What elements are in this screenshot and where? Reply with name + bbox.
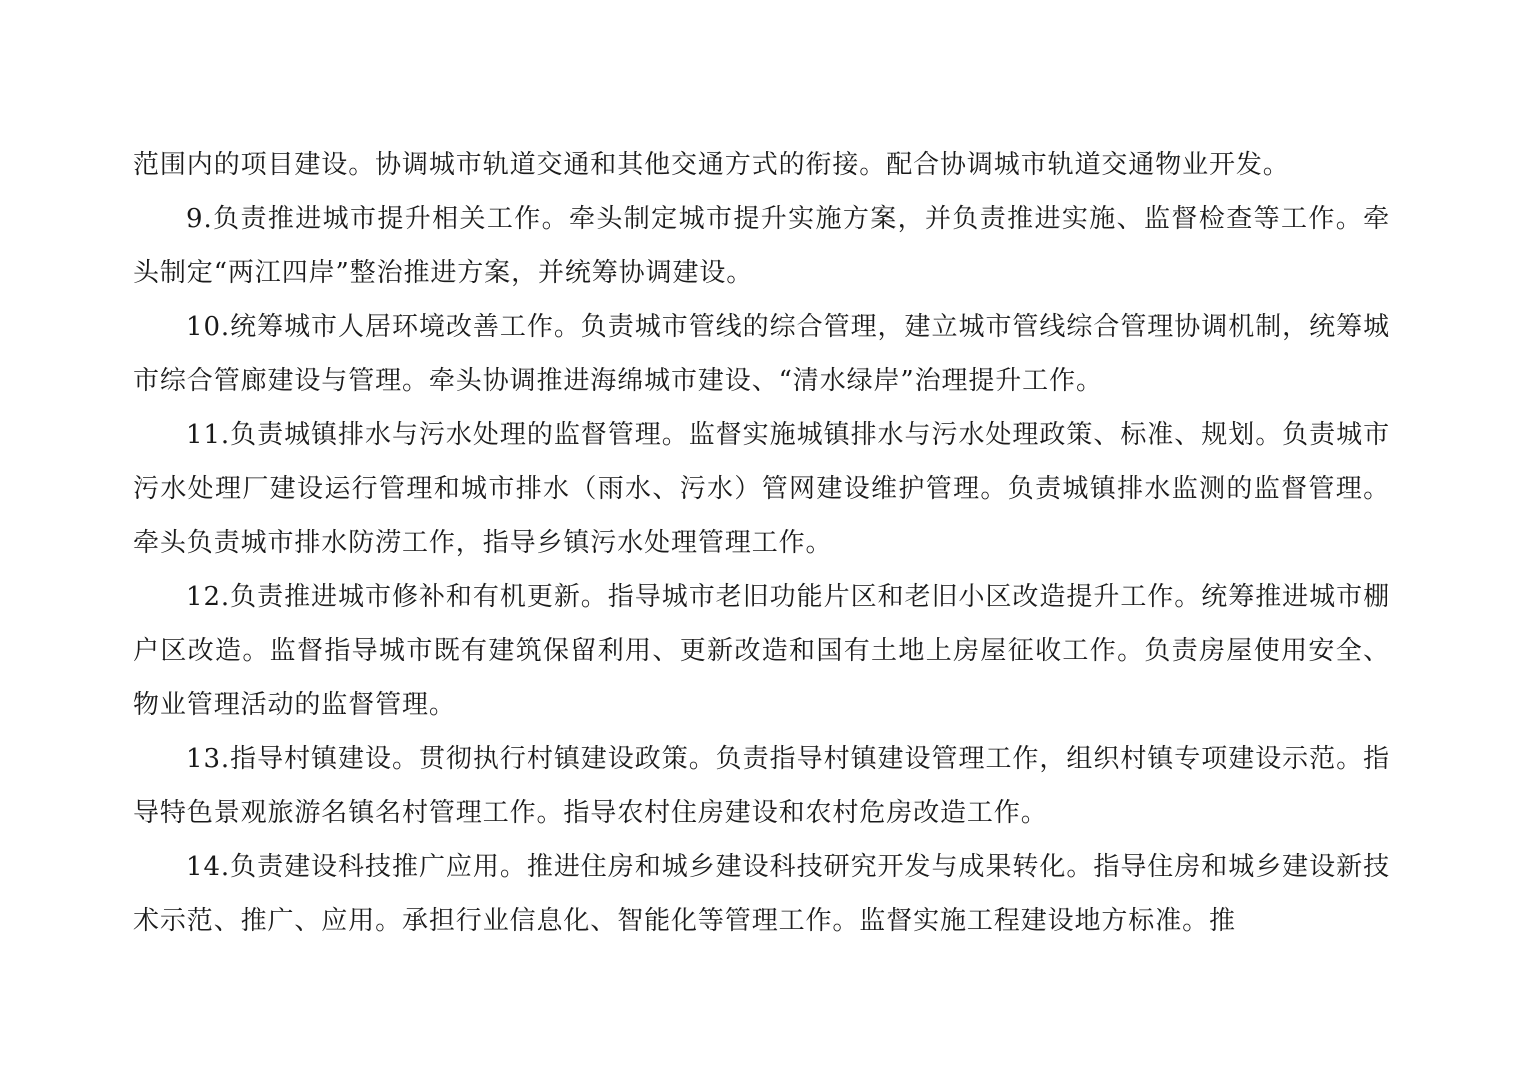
paragraph-item-12: 12.负责推进城市修补和有机更新。指导城市老旧功能片区和老旧小区改造提升工作。统筹推进城市棚户区改造。监督指导城市既有建筑保留利用、更新改造和国有土地上房屋征收工作。负责房屋使用安全、物业管理活动的监督管理。: [133, 582, 1390, 720]
paragraph-item-14: 14.负责建设科技推广应用。推进住房和城乡建设科技研究开发与成果转化。指导住房和城乡建设新技术示范、推广、应用。承担行业信息化、智能化等管理工作。监督实施工程建设地方标准。推: [133, 852, 1390, 936]
paragraph-continuation: 范围内的项目建设。协调城市轨道交通和其他交通方式的衔接。配合协调城市轨道交通物业开发。: [133, 150, 1290, 180]
paragraph-item-9: 9.负责推进城市提升相关工作。牵头制定城市提升实施方案，并负责推进实施、监督检查等工作。牵头制定“两江四岸”整治推进方案，并统筹协调建设。: [133, 204, 1390, 288]
paragraph-item-10: 10.统筹城市人居环境改善工作。负责城市管线的综合管理，建立城市管线综合管理协调机制，统筹城市综合管廊建设与管理。牵头协调推进海绵城市建设、“清水绿岸”治理提升工作。: [133, 312, 1390, 396]
paragraph-item-11: 11.负责城镇排水与污水处理的监督管理。监督实施城镇排水与污水处理政策、标准、规划。负责城市污水处理厂建设运行管理和城市排水（雨水、污水）管网建设维护管理。负责城镇排水监测的监督管理。牵头负责城市排水防涝工作，指导乡镇污水处理管理工作。: [133, 420, 1390, 558]
paragraph-item-13: 13.指导村镇建设。贯彻执行村镇建设政策。负责指导村镇建设管理工作，组织村镇专项建设示范。指导特色景观旅游名镇名村管理工作。指导农村住房建设和农村危房改造工作。: [133, 744, 1390, 828]
document-body: [133, 138, 1390, 948]
